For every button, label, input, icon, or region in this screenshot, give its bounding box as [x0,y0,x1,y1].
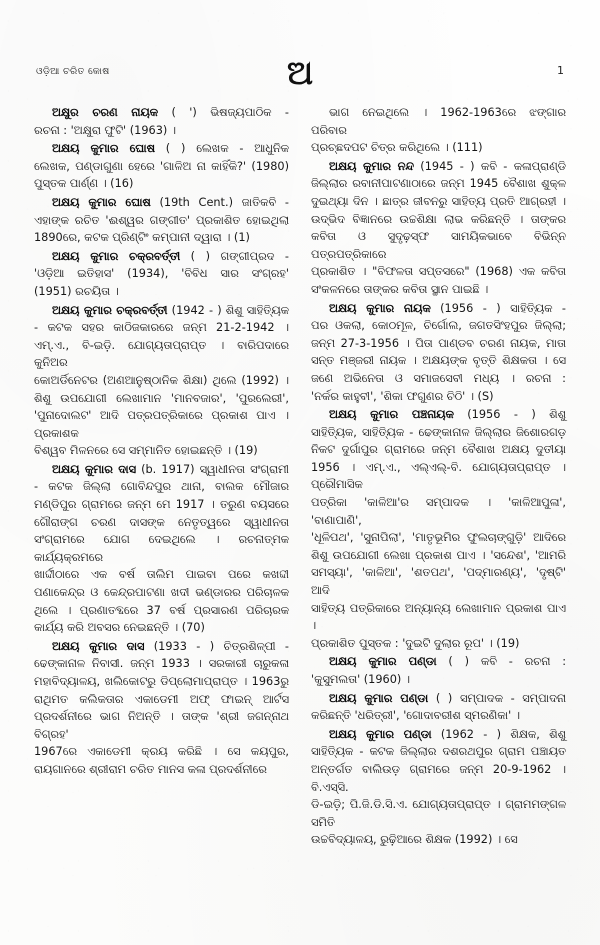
entry-headword-remainder: ( ) କବି - ରଚନା : [436,655,566,669]
entry-body-line: ଜଣେ ଅଭିନେତା ଓ ସମାଜସେବୀ ମଧ୍ୟ । ରଚନା : [311,371,566,385]
entry-body-line: କାର୍ଯ୍ୟ କରି ଅବସର ନେଇଛନ୍ତି । (70) [34,621,205,635]
entry-headword-remainder: (1956 - ) ସାହିତ୍ୟିକ - [430,301,566,315]
entry-body-line: ଜିଲ୍ଲାର ରବାନୀପାଟଣାଠାରେ ଜନ୍ମ 1945 ବୈଶାଖ ଶୁକ୍ଳ [311,177,566,191]
entry-body-line: ପ୍ରଚ୍ଛଦପଟ ଚିତ୍ର କରିଥିଲେ । (111) [311,141,483,155]
entry-body-line: ରାୟଗାନରେ ଶ୍ରୀରାମ ଚରିତ ମାନସ କଳା ପ୍ରଦର୍ଶନୀରେ [34,762,267,776]
dictionary-entry [34,104,289,139]
entry-headword: ଅକ୍ଷୁର ଚରଣ ନାୟକ [52,106,159,119]
column-left [34,104,289,904]
entry-headword-line: ଭାଗ ନେଇଥିଲେ । 1962-1963ରେ ଝଙ୍ଗାର ପରିବାର [311,106,566,137]
entry-headword-line [34,140,289,158]
entry-body-line: ପତ୍ରିକା 'କାଳିଆ'ର ସମ୍ପାଦକ । 'କାଳିଆପୁଳା', 'ବାଣାପାଣି', [311,496,566,527]
entry-headword-line [311,158,566,176]
entry-body-line: ବିଶ୍ୱବ ମିଳନରେ ସେ ସମ୍ମାନିତ ହୋଇଛନ୍ତି । (19) [34,444,258,458]
dictionary-entry [311,653,566,688]
entry-headword-line [34,461,289,479]
entry-body-line: ଦୁଇଥ୍ୟା ଦିନ । ଛାତ୍ର ଜୀବନରୁ ସାହିତ୍ୟ ପ୍ରତି ଆଗ୍ରହୀ । [311,194,566,208]
dictionary-entry [311,158,566,299]
entry-body-line: ସଂକଳନରେ ତାଙ୍କର କବିତା ସ୍ଥାନ ପାଇଛି । [311,282,489,296]
entry-headword-remainder: (1942 - ) ଶିଶୁ ସାହିତ୍ୟିକ [167,303,289,317]
entry-body-line: 1967ରେ ଏକାଡେମୀ କ୍ରୟ କରିଛି । ସେ କୟପୁର, [34,745,289,759]
entry-body-line: ପ୍ରକାଶିତ ପୁସ୍ତକ : 'ଦୁଇଟି ଦୁଲାର ରୂପ' । (19) [311,636,520,650]
section-letter-heading: ଅ [286,53,314,92]
entry-body-line: ଲେଖକ, ପଣ୍ଡାଗୁଣା ହେରେ 'ଗାଳିଅ ନା କାହିଁକି?' (1980) [34,159,289,173]
entry-body-line: ଢେଙ୍କାନାଳ ନିବାସୀ. ଜନ୍ମ 1933 । ସରକାରୀ ଚାରୁକଳା [34,657,289,671]
entry-headword-line [311,300,566,318]
entry-headword: ଅକ୍ଷୟ କୁମାର ଚକ୍ରବର୍ତ୍ତୀ [52,303,168,317]
entry-headword-line [34,194,289,212]
entry-body-line: ଏମ୍.ଏ., ବି-ଇଡ଼ି. ଯୋଗ୍ୟତାପ୍ରାପ୍ତ । ବାରିପଦାରେ କୁନିଅର [34,338,289,370]
entry-headword: ଅକ୍ଷୟ କୁମାର ଦାସ [52,639,145,653]
page-content [34,53,566,902]
dictionary-entry [34,194,289,247]
entry-body-line: ଶିଶୁ ଉପଯୋଗୀ ଲେଖା ପ୍ରକାଶ ପାଏ । 'ସନ୍ଦେଶ', 'ଆମରି [311,548,566,562]
entry-body-line: ସଂଗ୍ରାମରେ ଯୋଗ ଦେଇଥିଲେ । ରଚନାତ୍ମକ କାର୍ଯ୍ୟକ୍ରମରେ [34,533,289,564]
entry-headword: ଅକ୍ଷୟ କୁମାର ପଣ୍ଡା [329,691,429,705]
entry-body-line: 1890ରେ, କଟକ ପ୍ରିଣ୍ଟିଂ କମ୍ପାନୀ ଦ୍ୱାରା । (1) [34,231,250,245]
entry-headword-line [34,104,289,122]
entry-body-line: ପ୍ରଦର୍ଶନୀରେ ଭାଗ ନିଅନ୍ତି । ତାଙ୍କ 'ଶ୍ରୀ ଜଗନ୍ନାଥ ବିଗ୍ରହ' [34,710,289,741]
entry-body-line: ସନ୍ତ ମଞ୍ଜରୀ ନାୟକ । ଅକ୍ଷୟଙ୍କ ବୃତ୍ତି ଶିକ୍ଷକତା । ସେ [311,354,566,368]
entry-headword-remainder: ( ) ସମ୍ପାଦକ - ସମ୍ପାଦନା [428,691,566,705]
entry-body-line: ଜନ୍ମ 27-3-1956 । ପିତା ପାଣ୍ଡବ ଚରଣ ନାୟକ, ମାତା [311,336,566,350]
dictionary-entry [311,104,566,157]
page-number: 1 [557,64,564,77]
dictionary-entry [34,638,289,779]
entry-headword-remainder: (1933 - ) ଚିତ୍ରଶିଳ୍ପୀ - [144,639,289,653]
entry-body-line: ମହାବିଦ୍ୟାଳୟ, ଖଲିକୋଟରୁ ଡିପ୍ଲୋମାପ୍ରାପ୍ତ । 1963ରୁ [34,675,289,688]
entry-body-line: ରାଥିମତ କଲିକତାର ଏକାଡେମୀ ଅଫ୍ ଫାଇନ୍ ଆର୍ଟସ [34,692,289,706]
entry-body-line: ଶିଶୁ ଉପଯୋଗୀ ଲେଖାମାନ 'ମାନବଜାର', 'ପୁରଲେରୀ', [34,391,289,405]
entry-body-line: ପଣାକେନ୍ଦ୍ର ଓ କେନ୍ଦ୍ରପାଟଣା ଖଦୀ ଭଣ୍ଡାରର ପରିଚାଳକ [34,586,289,600]
entry-headword: ଅକ୍ଷୟ କୁମାର ପଣ୍ଡା [329,727,432,741]
two-column-body [34,104,566,904]
entry-headword-remainder: (1945 - ) କବି - କଳାପ୍ରାଣ୍ଡି [413,159,566,173]
entry-body-line: ପ୍ରକାଶିତ । "ବିଫଳତା ସପ୍ତସରେ" (1968) ଏକ କବିତା [311,265,566,279]
entry-body-line: 'କୁସୁମଲତା' (1960) । [311,673,411,686]
entry-body-line: (1951) ରଚୟିତା । [34,284,119,298]
entry-body-line: ପୁସ୍ତକ ପାର୍ଣ୍ଣ । (16) [34,177,134,191]
entry-body-line: ପର ଓକଲା, କୋଠମୂଳ, ଚିର୍ଗୋଲ, ଜଗତସିଂହପୁର ଜିଲ୍ଲା; [311,319,566,333]
entry-headword-remainder: ( ) ଗଙ୍ଗୀପ୍ରଦ - [180,249,289,263]
entry-headword: ଅକ୍ଷୟ କୁମାର ପଞ୍ଚନାୟକ [329,408,454,422]
entry-headword-line [311,726,566,744]
entry-headword-line [311,653,566,671]
entry-headword-line [311,406,566,424]
entry-body-line: କବିତା ଓ ସୁଦୃଢ଼ସ୍ଫ ସାମୟିକଭାବେ ବିଭିନ୍ନ ପତ୍ରପତ୍ରିକାରେ [311,230,566,261]
entry-headword-remainder: (1962 - ) ଶିକ୍ଷକ, ଶିଶୁ [431,727,566,741]
dictionary-entry [311,406,566,652]
entry-headword: ଅକ୍ଷୟ କୁମାର ଘୋଷ [52,142,155,156]
entry-headword: ଅକ୍ଷୟ କୁମାର ପଣ୍ଡା [329,655,437,669]
entry-body-line: ରଚନା : 'ଅକ୍ଷୁରା ଫୁଟି' (1963) । [34,123,176,137]
entry-body-line: କରିଛନ୍ତି 'ଧରିତ୍ରୀ', 'ଗୋଦାବରୀଶ ସ୍ମରଣିକା' । [311,709,520,723]
entry-headword: ଅକ୍ଷୟ କୁମାର ଘୋଷ [52,195,151,209]
entry-headword: ଅକ୍ଷୟ କୁମାର ଦାସ [52,462,136,476]
entry-headword: ଅକ୍ଷୟ କୁମାର ନନ୍ଦ [329,159,414,173]
entry-headword: ଅକ୍ଷୟ କୁମାର ଚକ୍ରବର୍ତ୍ତୀ [52,249,181,263]
dictionary-entry [311,300,566,406]
entry-body-line: ସମସ୍ୟା', 'କାଳିଆ', 'ଶତପଥ', 'ପଦ୍ମାରଣ୍ୟ', 'ଦୃଷ୍ଟି' ଆଦି [311,566,566,598]
entry-body-line: ଅନ୍ତର୍ଗତ ବାଲିଉଡ଼ ଗ୍ରାମରେ ଜନ୍ମ 20-9-1962 । ବି.ଏସ୍ସି. [311,762,566,794]
entry-body-line: ଗୌରାଙ୍ଗ ଚରଣ ଦାସଙ୍କ ନେତୃତ୍ୱରେ ସ୍ୱାଧୀନତା [34,515,289,529]
dictionary-entry [311,726,566,849]
entry-body-line: ଖାର୍ଦ୍ଦୀଠାରେ ଏକ ବର୍ଷ ତାଲିମ ପାଇବା ପରେ କଖଦ୍ଦୀ [34,568,289,582]
dictionary-entry [311,690,566,725]
dictionary-entry [34,461,289,637]
entry-headword-remainder: ( ) ଲେଖକ - ଆଧୁନିକ [154,142,289,156]
column-right [311,104,566,904]
entry-body-line: - କଟକ ସହର କାଠିଜକାରରେ ଜନ୍ମ 21-2-1942 । [34,321,289,335]
entry-headword-remainder: (1956 - ) ଶିଶୁ [453,408,566,422]
entry-headword-line [34,248,289,266]
entry-body-line: ନିକଟ ଦୁର୍ଗାପୁର ଗ୍ରାମରେ ଜନ୍ମ ବୈଶାଖ ଅକ୍ଷୟ ଦୁତୀୟା [311,443,566,457]
entry-body-line: 1956 । ଏମ୍.ଏ., ଏଲ୍ଏଲ୍-ବି. ଯୋଗ୍ୟତାପ୍ରାପ୍ତ । ପ୍ରୌମାସିକ [311,460,566,492]
entry-body-line: ଏହାଙ୍କ ରଚିତ 'ଈଶ୍ୱର ଗଙ୍ଗୀତ' ପ୍ରକାଶିତ ହୋଇଥିଲା [34,213,289,227]
dictionary-entry [34,248,289,301]
entry-body-line: 'ନର୍କର କାହୁବୀ', 'ଶିକା ଫଗୁଣର ଚିଠି' । (S) [311,389,494,403]
entry-headword-line [34,638,289,656]
entry-headword-remainder: (b. 1917) ସ୍ୱାଧୀନତା ସଂଗ୍ରାମୀ [135,462,289,476]
entry-body-line: 'ପୁନାଦୋଲଟ' ଆଦି ପତ୍ରପତ୍ରିକାରେ ପ୍ରକାଶ ପାଏ । ପ୍ରକାଶକ [34,409,289,440]
running-head [34,53,566,96]
entry-headword-line [311,690,566,708]
running-head-title: ଓଡ଼ିଆ ଚରିତ କୋଷ [36,66,110,77]
entry-body-line: ଉଚ୍ଚବିଦ୍ୟାଳୟ, ରୁଢ଼ିଆରେ ଶିକ୍ଷକ (1992) । ସେ [311,833,518,847]
entry-headword-remainder: ( ') ଭିଷଜ୍ୟପାଠିକ - [158,106,289,119]
entry-body-line: କୋଅର୍ଡିନେଟର (ଅଣଆନୁଷ୍ଠାନିକ ଶିକ୍ଷା) ଥିଲେ (1992) । [34,373,289,387]
entry-headword-line [34,302,289,320]
entry-body-line: ଉଦ୍ଭିଦ ବିଜ୍ଞାନରେ ଉଚ୍ଚଶିକ୍ଷା ଲାଭ କରିଛନ୍ତି । ତାଙ୍କର [311,212,566,226]
dictionary-entry [34,302,289,460]
entry-headword: ଅକ୍ଷୟ କୁମାର ନାୟକ [329,301,431,315]
entry-body-line: ସାହିତ୍ୟିକ - କଟକ ଜିଲ୍ଲାର ଦଶରଥପୁର ଗ୍ରାମ ପଞ୍ଚାୟତ [311,745,566,759]
dictionary-entry [34,140,289,193]
entry-headword-remainder: (19th Cent.) ଜାତିକବି - [150,195,289,209]
entry-body-line: ସାହିତ୍ୟ ପତ୍ରିକାରେ ଅନ୍ୟାନ୍ୟ ଲେଖାମାନ ପ୍ରକାଶ ପାଏ । [311,601,566,633]
entry-body-line: 'ଧୂଳିପଥ', 'ସୁନାପିଲା', 'ମାତୃଭୂମିର ଫୁଲଚାଙ୍ଗୁଡ଼ି' ଆଦିରେ [311,531,566,545]
entry-body-line: ଥିଲେ । ପ୍ରଣାତବ୍ଦରେ 37 ବର୍ଷ ପ୍ରସାରଣ ପରିଚାରକ [34,603,289,617]
entry-body-line: - କଟକ ଜିଲ୍ଲା ଗୋବିନ୍ଦପୁର ଥାନା, ବାଲକ ମୌଜାର [34,480,289,494]
entry-body-line: ମଣ୍ଡିପୁର ଗ୍ରାମରେ ଜନ୍ମ ମେ 1917 । ତରୁଣ ବୟସରେ [34,498,289,512]
entry-body-line: ଡି-ଇଡ଼ି; ପି.ଜି.ଡି.ସି.ଏ. ଯୋଗ୍ୟତାପ୍ରାପ୍ତ । ଗ୍ରାମମଙ୍ଗଳ ସମିତି [311,798,566,829]
entry-body-line: 'ଓଡ଼ିଆ ଇତିହାସ' (1934), 'ବିବିଧ ସାର ସଂଗ୍ରହ' [34,267,289,281]
entry-body-line: ସାହିତ୍ୟିକ, ସାହିତ୍ୟିକ - ଢେଙ୍କାନାଳ ଜିଲ୍ଲାର ଜିଶୋରଗଡ଼ [311,425,566,439]
